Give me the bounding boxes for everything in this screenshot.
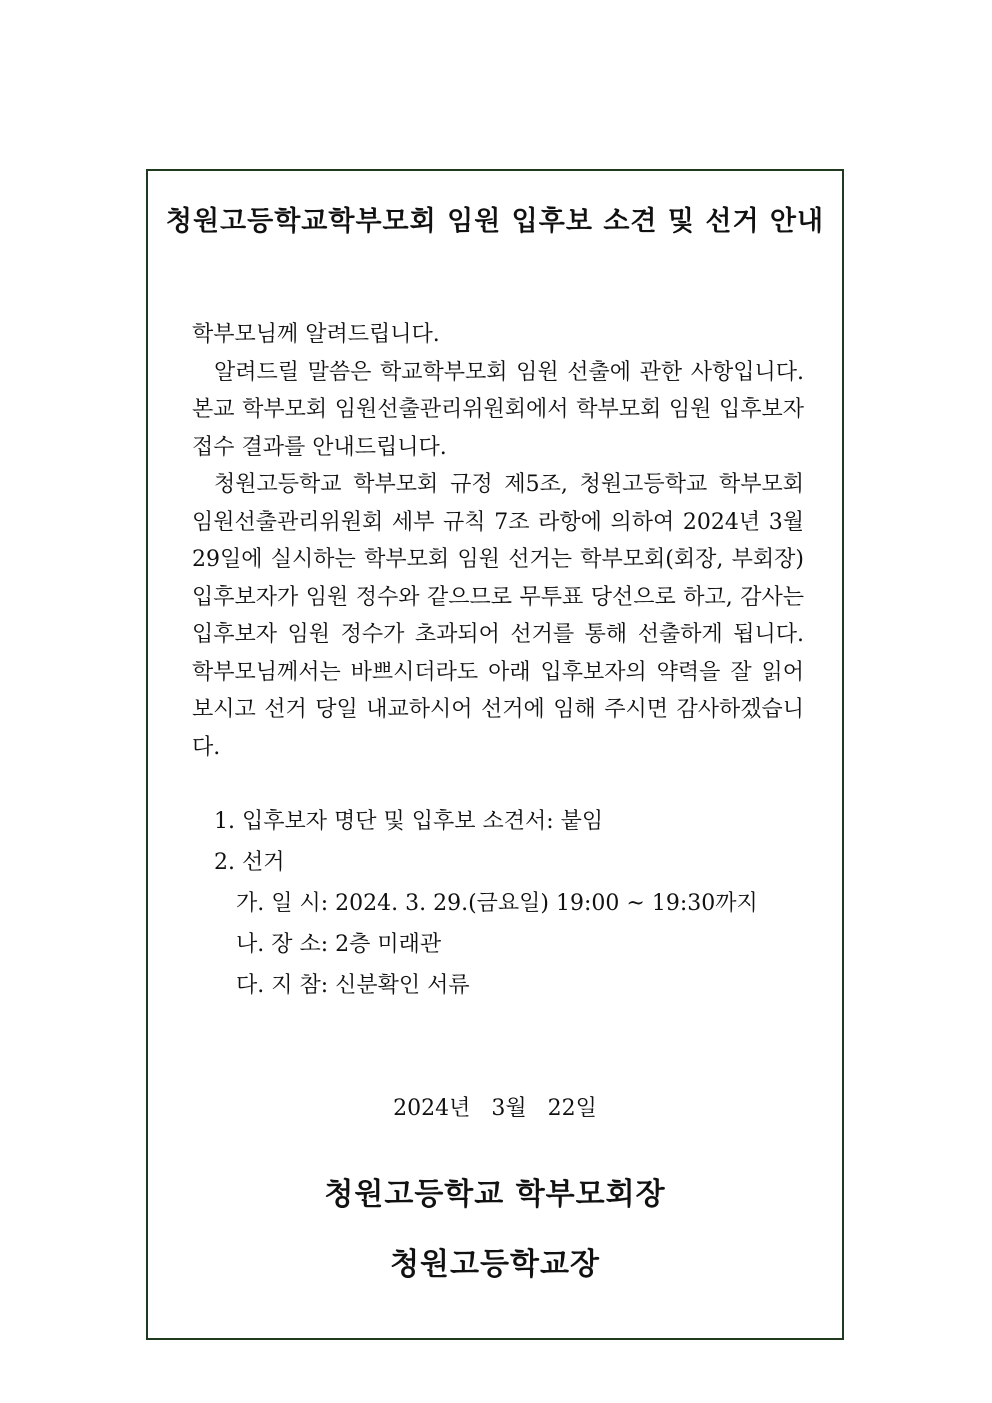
notice-list [214,801,758,1006]
paragraph-1: 알려드릴 말씀은 학교학부모회 임원 선출에 관한 사항입니다. 본교 학부모회 임원선출관리위원회에서 학부모회 임원 입후보자 접수 결과를 안내드립니다. [192,359,804,460]
paragraph-2: 청원고등학교 학부모회 규정 제5조, 청원고등학교 학부모회 임원선출관리위원회 세부 규칙 7조 라항에 의하여 2024년 3월 29일에 실시하는 학부모회 임원 선거는 학부모회(회장, 부회장) 입후보자가 임원 정수와 같으므로 무투표 당선으로 하고, 감사는 입후보자 임원 정수가 초과되어 선거를 통해 선출하게 됩니다. 학부모님께서는 바쁘시더라도 아래 입후보자의 약력을 잘 읽어보시고 선거 당일 내교하시어 선거에 임해 주시면 감사하겠습니다. [192,472,804,760]
notice-frame [146,169,844,1340]
signature-principal: 청원고등학교장 [390,1247,600,1282]
list-subitem-datetime: 가. 일 시: 2024. 3. 29.(금요일) 19:00 ~ 19:30까지 [236,891,758,916]
signature-pta-president: 청원고등학교 학부모회장 [324,1177,666,1212]
notice-title: 청원고등학교학부모회 임원 입후보 소견 및 선거 안내 [165,206,825,237]
list-subitem-location: 나. 장 소: 2층 미래관 [236,932,442,957]
notice-body [192,316,804,766]
greeting: 학부모님께 알려드립니다. [192,322,440,347]
list-item-candidates: 1. 입후보자 명단 및 입후보 소견서: 붙임 [214,809,604,834]
list-item-election: 2. 선거 [214,850,285,875]
notice-date: 2024년 3월 22일 [393,1096,597,1121]
list-subitem-bring: 다. 지 참: 신분확인 서류 [236,973,470,998]
